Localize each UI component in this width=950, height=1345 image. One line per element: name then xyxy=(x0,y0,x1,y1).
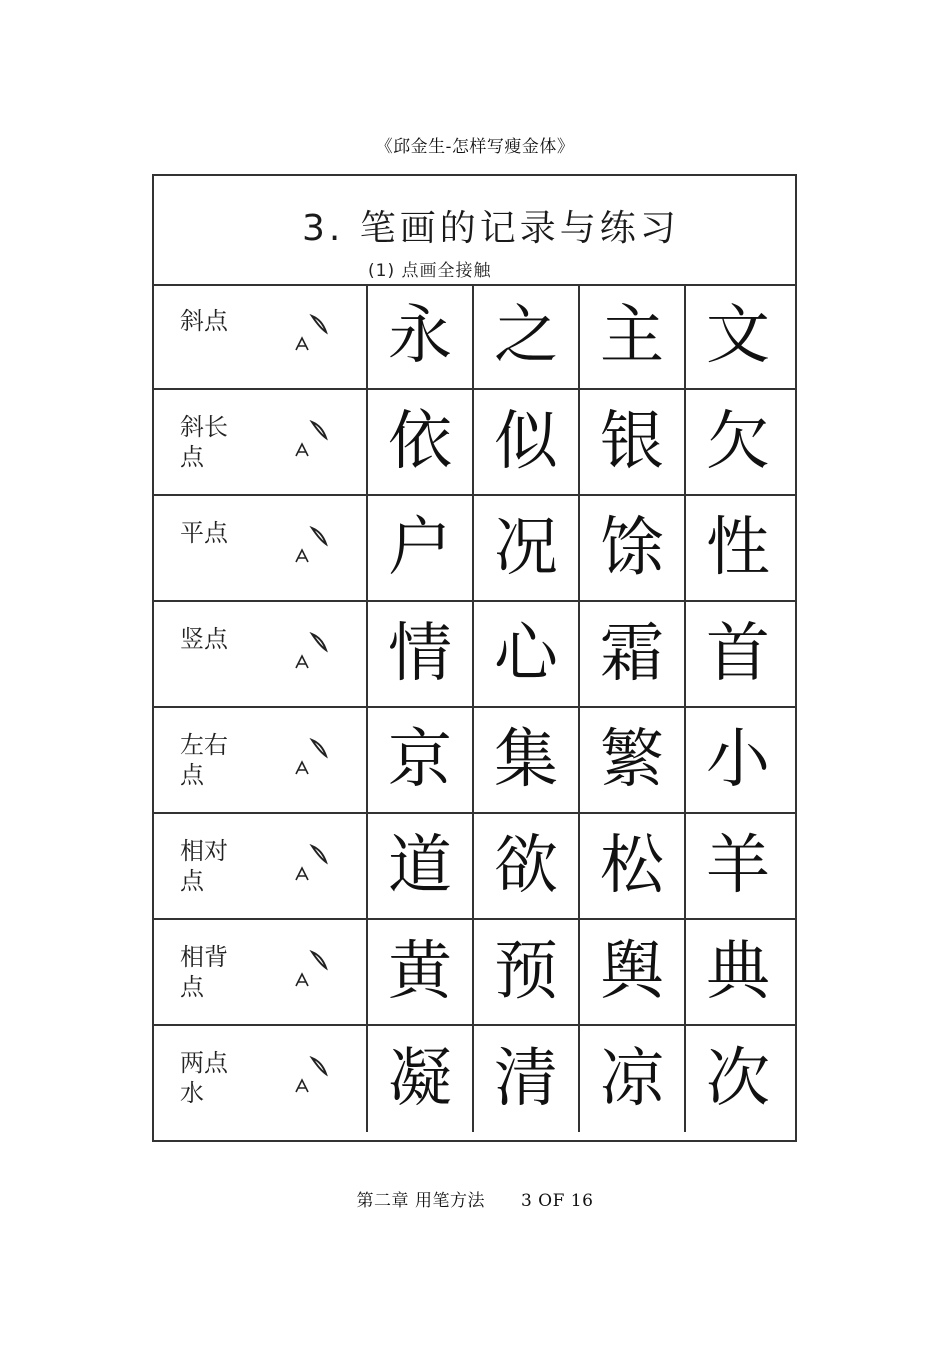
example-char-cell xyxy=(472,1026,578,1132)
example-character: 情 xyxy=(388,617,452,691)
example-character: 银 xyxy=(600,405,664,479)
stroke-row xyxy=(154,708,795,814)
example-char-cell xyxy=(472,390,578,494)
stroke-label-cell xyxy=(154,496,366,600)
stroke-label-cell xyxy=(154,284,366,388)
example-character: 小 xyxy=(706,723,770,797)
example-char-cell xyxy=(684,496,790,600)
example-character: 欲 xyxy=(494,829,558,903)
stroke-practice-grid xyxy=(154,284,795,1132)
stroke-label-cell xyxy=(154,814,366,918)
example-character: 羊 xyxy=(706,829,770,903)
example-character: 黄 xyxy=(388,935,452,1009)
example-char-cell xyxy=(472,602,578,706)
example-character: 主 xyxy=(600,299,664,373)
stroke-sketch-icon xyxy=(282,298,358,378)
example-character: 霜 xyxy=(600,617,664,691)
sheet-header xyxy=(154,176,795,286)
example-char-cell xyxy=(684,920,790,1024)
stroke-sketch-icon xyxy=(282,616,358,696)
example-character: 文 xyxy=(706,299,770,373)
stroke-row xyxy=(154,496,795,602)
example-character: 舆 xyxy=(600,935,664,1009)
example-char-cell xyxy=(366,496,472,600)
stroke-name: 相背 点 xyxy=(180,943,228,1001)
example-char-cell xyxy=(684,1026,790,1132)
example-character: 集 xyxy=(494,723,558,797)
example-character: 清 xyxy=(494,1042,558,1116)
example-character: 次 xyxy=(706,1042,770,1116)
page-counter: 3 OF 16 xyxy=(520,1191,594,1211)
example-char-cell xyxy=(578,1026,684,1132)
stroke-sketch-icon xyxy=(282,404,358,484)
stroke-name: 竖点 xyxy=(180,625,228,653)
example-char-cell xyxy=(472,920,578,1024)
example-char-cell xyxy=(578,602,684,706)
example-char-cell xyxy=(578,390,684,494)
example-character: 松 xyxy=(600,829,664,903)
example-char-cell xyxy=(366,602,472,706)
stroke-row xyxy=(154,814,795,920)
example-char-cell xyxy=(684,602,790,706)
stroke-row xyxy=(154,920,795,1026)
example-char-cell xyxy=(578,284,684,388)
stroke-label-cell xyxy=(154,602,366,706)
stroke-name: 平点 xyxy=(180,519,228,547)
example-char-cell xyxy=(366,708,472,812)
stroke-name: 左右 点 xyxy=(180,731,228,789)
stroke-label-cell xyxy=(154,1026,366,1132)
chapter-label: 第二章 用笔方法 xyxy=(356,1191,485,1211)
page-footer xyxy=(0,1186,950,1211)
example-char-cell xyxy=(578,920,684,1024)
section-title: 3. 笔画的记录与练习 xyxy=(302,208,680,249)
example-character: 首 xyxy=(706,617,770,691)
example-character: 凝 xyxy=(388,1042,452,1116)
stroke-row xyxy=(154,602,795,708)
example-char-cell xyxy=(366,284,472,388)
example-char-cell xyxy=(684,284,790,388)
example-character: 性 xyxy=(706,511,770,585)
stroke-row xyxy=(154,284,795,390)
stroke-sketch-icon xyxy=(282,828,358,908)
example-character: 道 xyxy=(388,829,452,903)
stroke-row xyxy=(154,390,795,496)
example-character: 凉 xyxy=(600,1042,664,1116)
example-char-cell xyxy=(472,284,578,388)
example-char-cell xyxy=(472,496,578,600)
example-char-cell xyxy=(366,814,472,918)
stroke-sketch-icon xyxy=(282,1040,358,1120)
stroke-sketch-icon xyxy=(282,934,358,1014)
example-character: 欠 xyxy=(706,405,770,479)
example-char-cell xyxy=(578,496,684,600)
example-char-cell xyxy=(366,1026,472,1132)
example-character: 似 xyxy=(494,405,558,479)
example-char-cell xyxy=(578,708,684,812)
example-character: 况 xyxy=(494,511,558,585)
stroke-name: 相对 点 xyxy=(180,837,228,895)
example-char-cell xyxy=(684,390,790,494)
example-character: 之 xyxy=(494,299,558,373)
stroke-label-cell xyxy=(154,390,366,494)
example-char-cell xyxy=(472,814,578,918)
stroke-row xyxy=(154,1026,795,1132)
example-character: 心 xyxy=(494,617,558,691)
example-character: 永 xyxy=(388,299,452,373)
example-character: 预 xyxy=(494,935,558,1009)
scanned-practice-sheet xyxy=(152,174,797,1142)
example-character: 依 xyxy=(388,405,452,479)
stroke-sketch-icon xyxy=(282,722,358,802)
stroke-sketch-icon xyxy=(282,510,358,590)
example-character: 馀 xyxy=(600,511,664,585)
stroke-name: 斜长 点 xyxy=(180,413,228,471)
example-char-cell xyxy=(578,814,684,918)
subsection-title: (1) 点画全接触 xyxy=(368,261,492,281)
example-char-cell xyxy=(366,920,472,1024)
example-char-cell xyxy=(684,814,790,918)
example-character: 京 xyxy=(388,723,452,797)
stroke-label-cell xyxy=(154,920,366,1024)
example-character: 典 xyxy=(706,935,770,1009)
stroke-name: 斜点 xyxy=(180,307,228,335)
example-char-cell xyxy=(684,708,790,812)
example-char-cell xyxy=(472,708,578,812)
example-character: 户 xyxy=(388,511,452,585)
example-character: 繁 xyxy=(600,723,664,797)
document-title: 《邱金生-怎样写瘦金体》 xyxy=(375,137,575,157)
stroke-label-cell xyxy=(154,708,366,812)
stroke-name: 两点 水 xyxy=(180,1049,228,1107)
example-char-cell xyxy=(366,390,472,494)
